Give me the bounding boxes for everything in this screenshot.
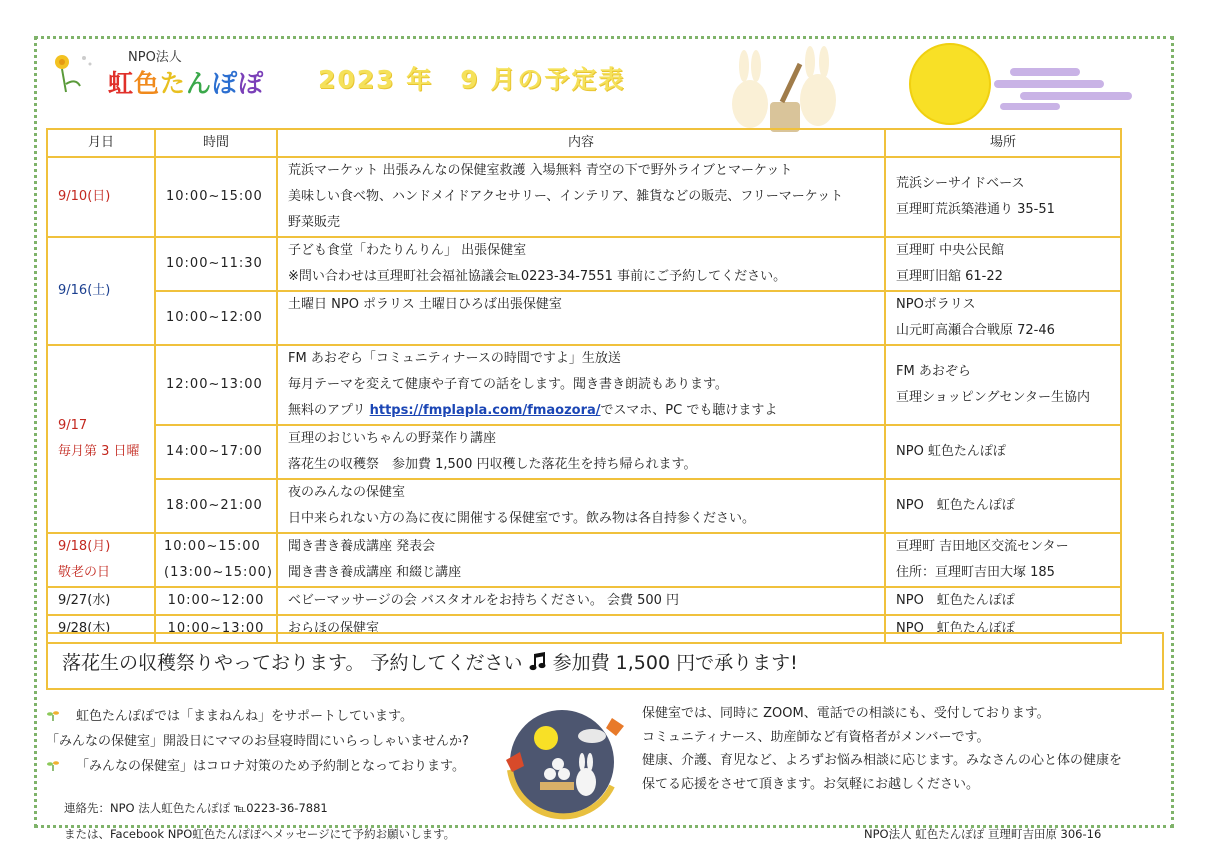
place-line: 亘理町 中央公民館	[896, 243, 1005, 258]
dandelion-icon	[50, 50, 94, 94]
org-name-char: 色	[134, 69, 161, 98]
date-cell	[47, 345, 155, 533]
place-line: 荒浜シーサイドベース	[896, 176, 1025, 191]
date-cell: 9/28(木)	[47, 615, 155, 643]
date-cell: 9/27(水)	[47, 587, 155, 615]
content-line: 日中来られない方の為に夜に開催する保健室です。飲み物は各自持参ください。	[288, 511, 755, 526]
content-cell	[277, 345, 885, 425]
table-row	[47, 479, 1121, 533]
table-row	[47, 237, 1121, 291]
cloud-stripes-icon	[990, 66, 1140, 112]
place-cell: NPO 虹色たんぽぽ	[885, 615, 1121, 643]
content-text: 無料のアプリ	[288, 403, 370, 418]
info-line	[46, 704, 516, 729]
info-line: 「みんなの保健室」開設日にママのお昼寝時間にいらっしゃいませんか?	[46, 734, 469, 749]
content-cell	[277, 237, 885, 291]
info-line: 保てる応援をさせて頂きます。お気軽にお越しください。	[642, 776, 979, 792]
content-line: 毎月テーマを変えて健康や子育ての話をします。聞き書き朗読もあります。	[288, 377, 728, 392]
brand-logo	[46, 44, 286, 104]
place-cell	[885, 345, 1121, 425]
content-line: 亘理のおじいちゃんの野菜作り講座	[288, 431, 497, 446]
content-cell	[277, 533, 885, 587]
date-sub: 毎月第 3 日曜	[58, 444, 140, 459]
place-line: 亘理町 吉田地区交流センター	[896, 539, 1069, 554]
table-row	[47, 425, 1121, 479]
date-cell: 9/16(土)	[47, 237, 155, 345]
content-line: 荒浜マーケット 出張みんなの保健室救護 入場無料 青空の下で野外ライブとマーケット	[288, 163, 793, 178]
table-row	[47, 291, 1121, 345]
content-line: ※問い合わせは亘理町社会福祉協議会℡0223-34-7551 事前にご予約してください。	[288, 269, 787, 284]
place-line: 亘理町旧舘 61-22	[896, 269, 1003, 284]
moon-icon	[906, 40, 994, 128]
org-address: NPO法人 虹色たんぽぽ 亘理町吉田原 306-16	[864, 827, 1102, 841]
org-name-char: 虹	[108, 69, 135, 98]
date-main: 9/18(月)	[58, 539, 111, 554]
time-main: 10:00~15:00	[164, 539, 261, 554]
place-line: NPOポラリス	[896, 297, 976, 312]
org-name-char: ん	[186, 69, 213, 98]
org-name-char: ぽ	[238, 69, 265, 98]
place-line: FM あおぞら	[896, 364, 971, 379]
info-line	[46, 754, 516, 779]
place-cell: NPO 虹色たんぽぽ	[885, 587, 1121, 615]
table-row	[47, 157, 1121, 237]
date-main: 9/17	[58, 418, 88, 433]
content-line: 子ども食堂「わたりんりん」 出張保健室	[288, 243, 527, 258]
time-cell: 12:00~13:00	[155, 345, 277, 425]
place-line: 住所：亘理町吉田大塚 185	[896, 565, 1055, 580]
place-cell	[885, 533, 1121, 587]
sprout-icon	[46, 758, 60, 772]
place-line: 山元町高瀬合合戦原 72-46	[896, 323, 1055, 338]
info-text: 虹色たんぽぽでは「ままねんね」をサポートしています。	[76, 709, 413, 724]
content-line: 夜のみんなの保健室	[288, 485, 406, 500]
content-text: でスマホ、PC でも聴けますよ	[600, 403, 778, 418]
place-cell	[885, 157, 1121, 237]
info-line: コミュニティナース、助産師など有資格者がメンバーです。	[642, 729, 990, 745]
table-row	[47, 533, 1121, 587]
content-line: FM あおぞら「コミュニティナースの時間ですよ」生放送	[288, 351, 621, 366]
notice-text: 参加費 1,500 円で承ります!	[552, 652, 798, 674]
time-sub: (13:00~15:00)	[164, 565, 273, 580]
time-cell: 14:00~17:00	[155, 425, 277, 479]
place-cell: NPO 虹色たんぽぽ	[885, 479, 1121, 533]
info-line: 健康、介護、育児など、よろずお悩み相談に応じます。みなさんの心と体の健康を	[642, 753, 1122, 768]
time-cell: 10:00~12:00	[155, 587, 277, 615]
header-time: 時間	[155, 129, 277, 157]
rabbits-mochi-icon	[722, 44, 844, 134]
contact-info: 連絡先：NPO 法人虹色たんぽぽ ℡0223-36-7881	[64, 801, 328, 815]
notice-text: 落花生の収穫祭りやっております。 予約してください	[62, 652, 523, 674]
page-title: 2023 年 9 月の予定表	[318, 65, 626, 94]
info-left	[46, 704, 516, 779]
content-line: 落花生の収穫祭 参加費 1,500 円収穫した落花生を持ち帰られます。	[288, 457, 697, 472]
content-line: 美味しい食べ物、ハンドメイドアクセサリー、インテリア、雑貨などの販売、フリーマーケット	[288, 189, 844, 204]
place-line: 亘理ショッピングセンター生協内	[896, 390, 1090, 405]
content-cell: ベビーマッサージの会 バスタオルをお持ちください。 会費 500 円	[277, 587, 885, 615]
content-line: 土曜日 NPO ポラリス 土曜日ひろば出張保健室	[288, 297, 562, 312]
place-line: 亘理町荒浜築港通り 35-51	[896, 202, 1055, 217]
content-line: 野菜販売	[288, 215, 341, 230]
content-cell	[277, 479, 885, 533]
time-cell	[155, 533, 277, 587]
time-cell: 10:00~12:00	[155, 291, 277, 345]
content-cell	[277, 157, 885, 237]
content-cell	[277, 425, 885, 479]
time-cell: 10:00~13:00	[155, 615, 277, 643]
music-note-icon	[529, 652, 547, 672]
table-row	[47, 587, 1121, 615]
moon-viewing-illustration	[500, 700, 628, 820]
date-sub: 敬老の日	[58, 565, 111, 580]
place-cell	[885, 291, 1121, 345]
table-row	[47, 345, 1121, 425]
facebook-note: または、Facebook NPO虹色たんぽぽへメッセージにて予約お願いします。	[64, 827, 456, 841]
place-cell: NPO 虹色たんぽぽ	[885, 425, 1121, 479]
content-line: 聞き書き養成講座 発表会	[288, 539, 436, 554]
header-date: 月日	[47, 129, 155, 157]
content-cell: おらほの保健室	[277, 615, 885, 643]
time-cell: 10:00~11:30	[155, 237, 277, 291]
header-content: 内容	[277, 129, 885, 157]
org-name-char: ぽ	[212, 69, 239, 98]
info-line: 保健室では、同時に ZOOM、電話での相談にも、受付しております。	[642, 706, 1050, 721]
place-cell	[885, 237, 1121, 291]
info-right	[642, 702, 1172, 796]
time-cell: 18:00~21:00	[155, 479, 277, 533]
sprout-icon	[46, 708, 60, 722]
fm-app-link[interactable]: https://fmplapla.com/fmaozora/	[369, 403, 601, 418]
content-cell	[277, 291, 885, 345]
org-name-char: た	[160, 69, 187, 98]
time-cell: 10:00~15:00	[155, 157, 277, 237]
info-text: 「みんなの保健室」はコロナ対策のため予約制となっております。	[76, 759, 465, 774]
org-name	[108, 64, 264, 100]
schedule-table	[46, 128, 1122, 644]
table-header-row	[47, 129, 1121, 157]
content-line	[288, 398, 884, 424]
peanut-festival-notice	[46, 632, 1164, 690]
date-cell	[47, 533, 155, 587]
date-cell: 9/10(日)	[47, 157, 155, 237]
content-line: 聞き書き養成講座 和綴じ講座	[288, 565, 462, 580]
org-type: NPO法人	[128, 50, 182, 65]
header-place: 場所	[885, 129, 1121, 157]
